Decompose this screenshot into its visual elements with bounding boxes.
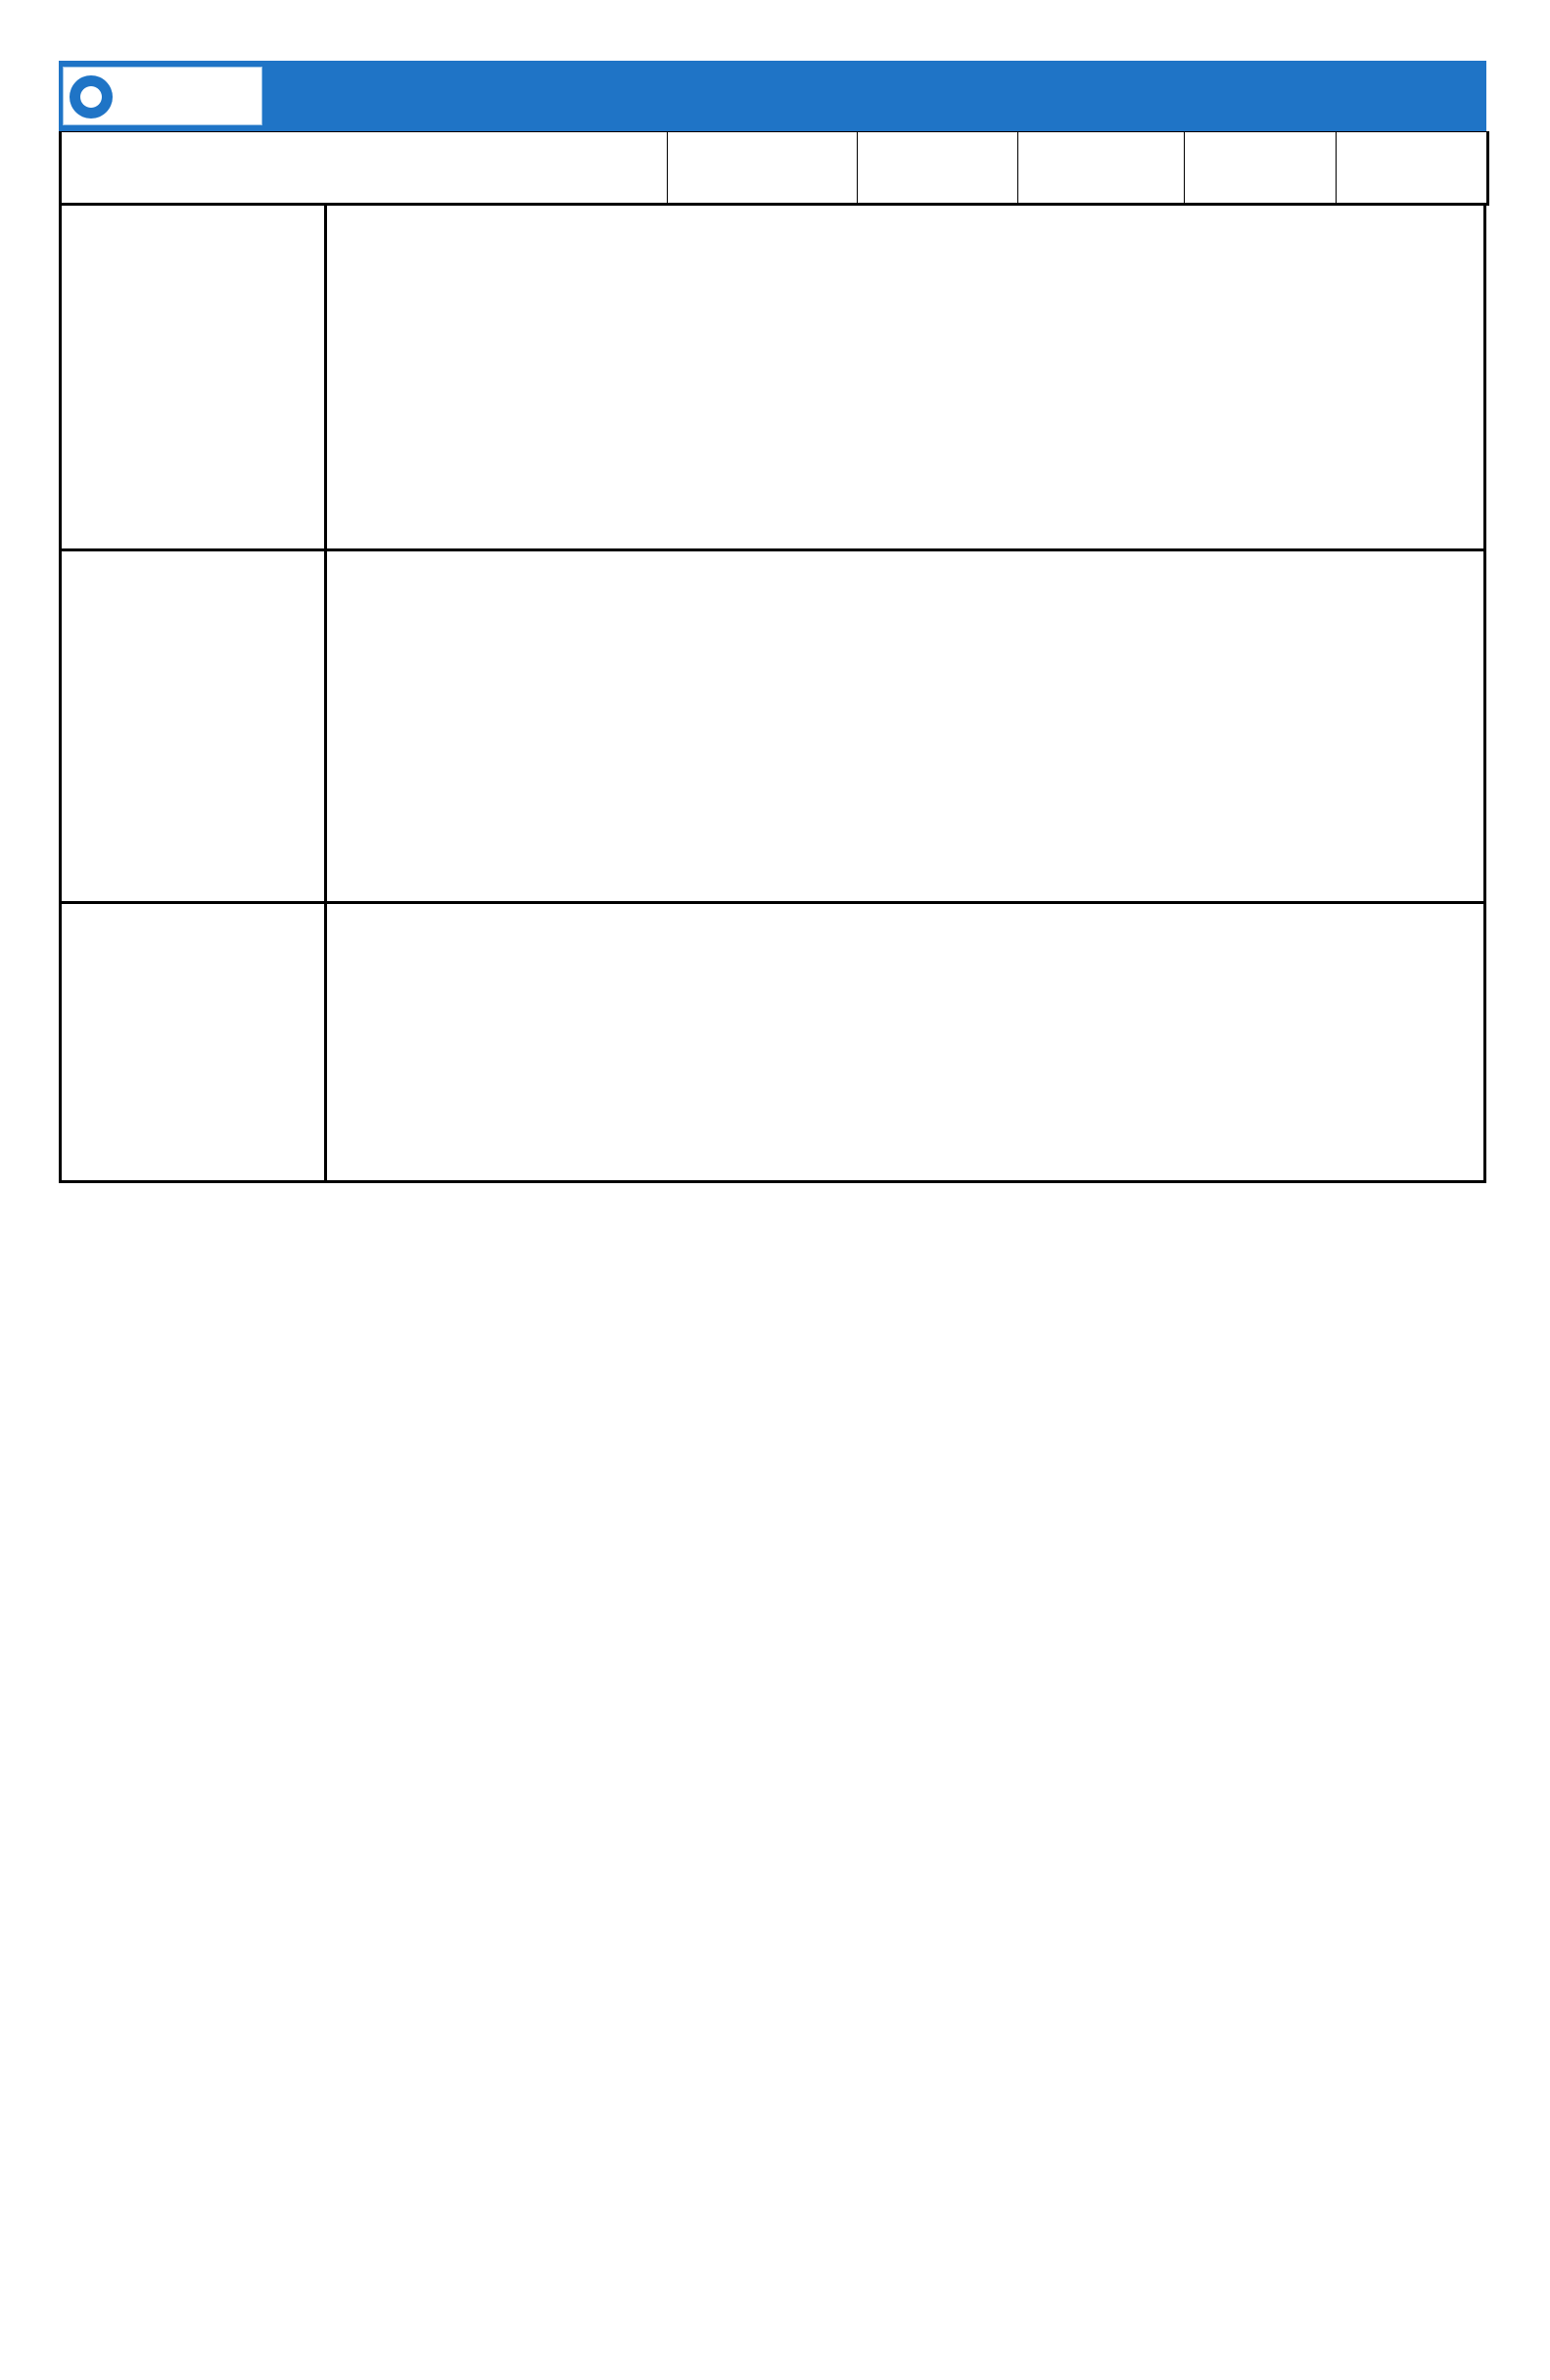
- news-section: [59, 206, 1486, 551]
- news-body: [327, 206, 1483, 548]
- header-rel-change: [1337, 132, 1488, 205]
- header-indicator: [61, 132, 668, 205]
- table-header-row: [61, 132, 1488, 205]
- header-unit: [668, 132, 858, 205]
- header-date2: [1018, 132, 1185, 205]
- report-sheet: [59, 61, 1486, 1183]
- report-title: [59, 61, 1486, 131]
- header-abs-change: [1185, 132, 1337, 205]
- summary-section: [59, 551, 1486, 904]
- header-date1: [858, 132, 1018, 205]
- news-label: [62, 206, 327, 548]
- disclaimer-body: [327, 904, 1483, 1180]
- disclaimer-label: [62, 904, 327, 1180]
- summary-body: [327, 551, 1483, 901]
- disclaimer-section: [59, 904, 1486, 1183]
- indicator-table: [59, 131, 1489, 206]
- report-header: [59, 61, 1486, 131]
- summary-label: [62, 551, 327, 901]
